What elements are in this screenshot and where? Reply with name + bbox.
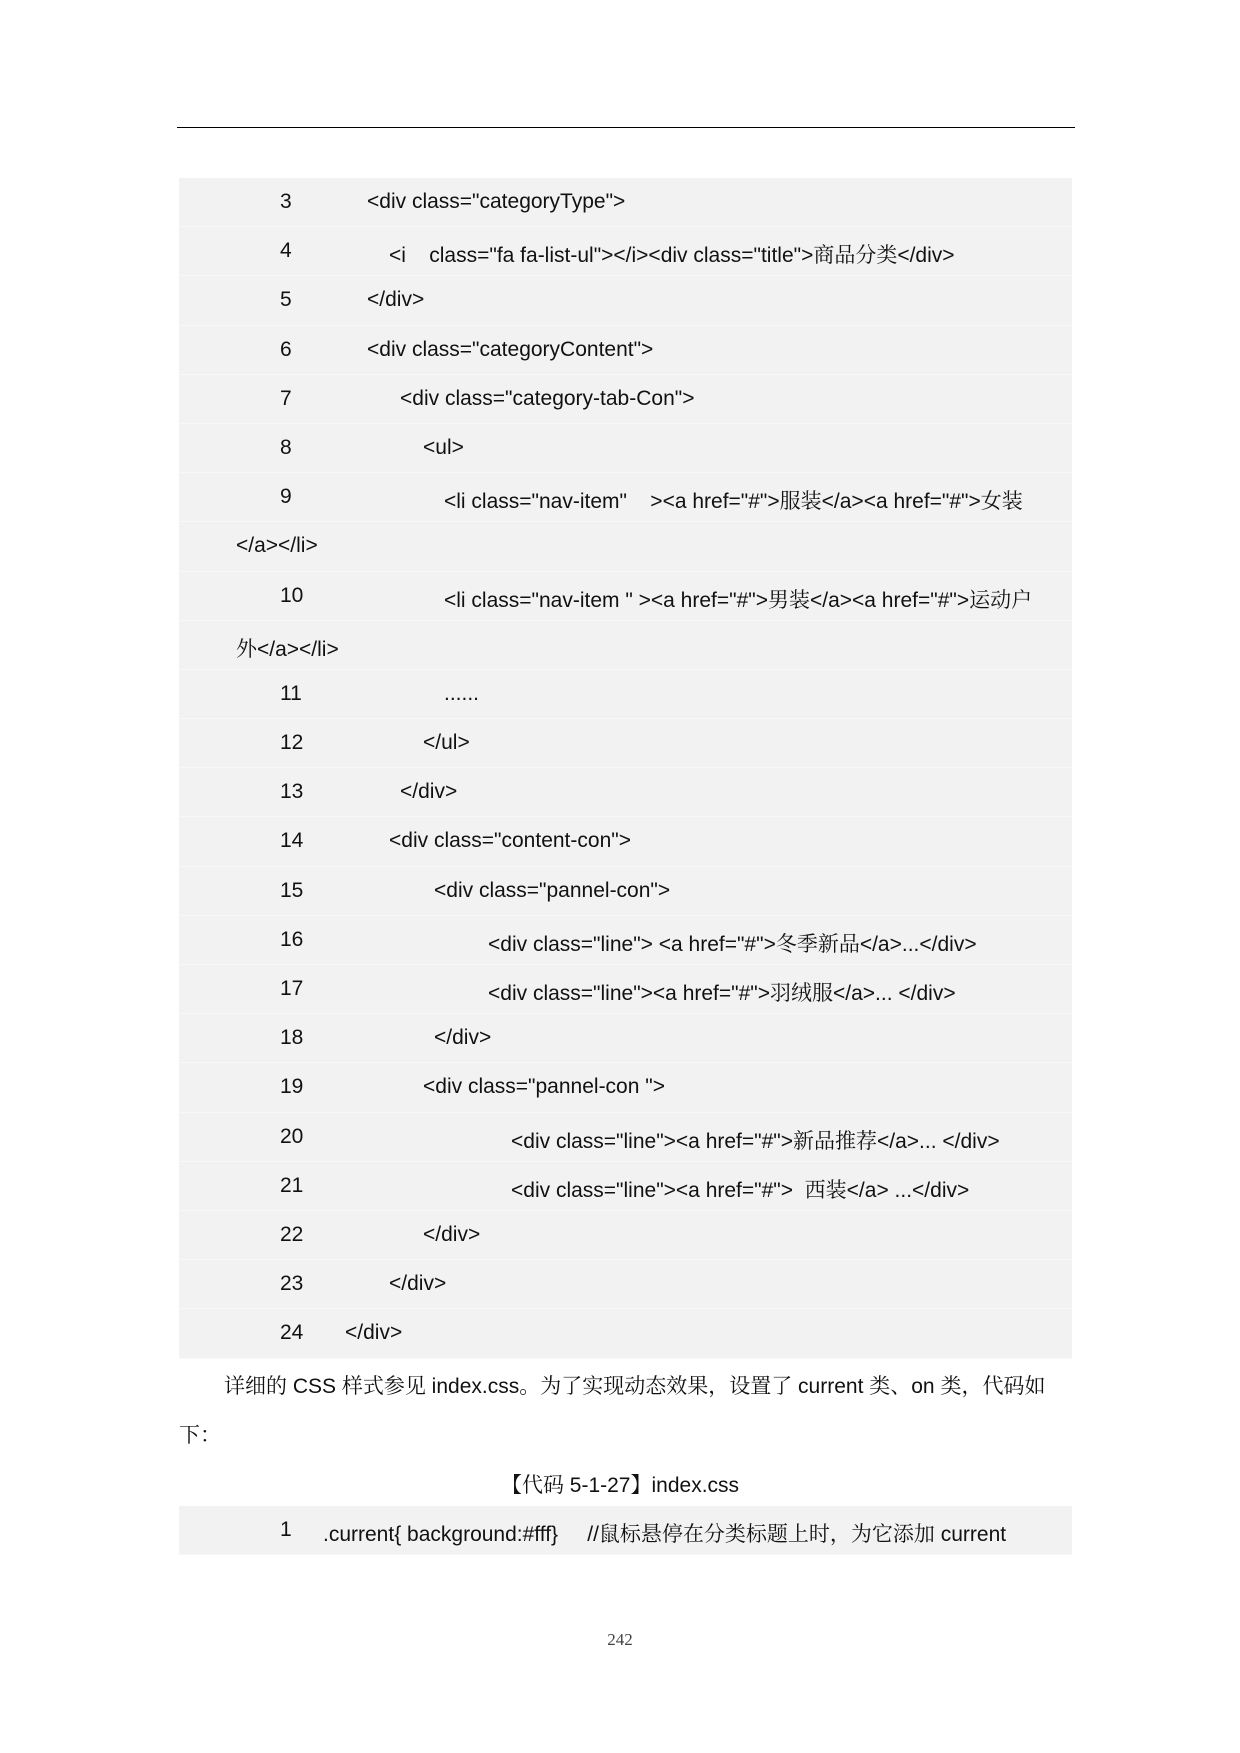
code-text: <div class="line"><a href="#">羽绒服</a>... </div> <box>488 982 956 1005</box>
line-number: 4 <box>280 239 292 263</box>
code-line <box>179 473 1072 522</box>
code-line <box>179 1506 1072 1555</box>
code-line <box>179 1113 1072 1162</box>
code-line <box>179 227 1072 276</box>
code-line <box>179 1211 1072 1260</box>
line-number: 6 <box>280 337 292 361</box>
code-line <box>179 572 1072 621</box>
body-paragraph-line-1: 详细的 CSS 样式参见 index.css。为了实现动态效果，设置了 current 类、on 类，代码如 <box>224 1375 1046 1398</box>
code-line <box>179 1014 1072 1063</box>
line-number: 17 <box>280 977 304 1000</box>
code-text: <div class="line"><a href="#">新品推荐</a>... </div> <box>511 1129 1000 1153</box>
code-text: <div class="line"> <a href="#">冬季新品</a>...</div> <box>488 932 977 956</box>
line-number: 16 <box>280 927 304 951</box>
code-text: <li class="nav-item" ><a href="#">服装</a><a href="#">女装 <box>444 490 1023 514</box>
code-text: <div class="pannel-con"> <box>434 878 671 902</box>
code-text: .current{ background:#fff} //鼠标悬停在分类标题上时，为它添加 current <box>323 1523 1007 1546</box>
code-text: </div> <box>423 1222 481 1246</box>
line-number: 20 <box>280 1124 304 1148</box>
code-line <box>179 867 1072 916</box>
code-text: </div> <box>367 288 425 312</box>
header-rule <box>177 127 1075 128</box>
line-number: 7 <box>280 386 292 410</box>
line-number: 1 <box>280 1518 292 1541</box>
line-number: 13 <box>280 780 304 804</box>
line-number: 24 <box>280 1321 304 1345</box>
line-number: 18 <box>280 1026 304 1050</box>
code-text: <div class="content-con"> <box>389 829 631 853</box>
line-number: 10 <box>280 583 304 607</box>
code-text: </a></li> <box>236 534 318 558</box>
code-line <box>179 719 1072 768</box>
code-block-html <box>179 178 1072 1359</box>
code-text: </div> <box>345 1321 403 1345</box>
code-line <box>179 1260 1072 1309</box>
code-line <box>179 965 1072 1014</box>
line-number: 21 <box>280 1173 304 1197</box>
line-number: 8 <box>280 435 292 459</box>
code-line <box>179 522 1072 571</box>
code-line <box>179 1309 1072 1358</box>
code-line <box>179 1162 1072 1211</box>
code-line <box>179 670 1072 719</box>
code-text: <div class="line"><a href="#"> 西装</a> ...</div> <box>511 1178 970 1202</box>
code-line <box>179 621 1072 670</box>
body-paragraph-line-2: 下： <box>179 1424 221 1447</box>
code-text: <ul> <box>423 435 464 459</box>
code-line <box>179 276 1072 325</box>
code-text: </ul> <box>423 731 470 755</box>
code-line <box>179 1063 1072 1112</box>
code-text: 外</a></li> <box>236 637 339 661</box>
line-number: 19 <box>280 1075 304 1099</box>
code-block-css <box>179 1506 1072 1555</box>
code-line <box>179 768 1072 817</box>
code-text: <div class="categoryContent"> <box>367 337 654 361</box>
code-text: <li class="nav-item " ><a href="#">男装</a><a href="#">运动户 <box>444 588 1033 612</box>
line-number: 5 <box>280 288 292 312</box>
code-line <box>179 424 1072 473</box>
code-line <box>179 817 1072 866</box>
code-caption: 【代码 5-1-27】index.css <box>500 1474 740 1497</box>
code-text: </div> <box>434 1026 492 1050</box>
line-number: 11 <box>280 681 302 705</box>
code-text: </div> <box>400 780 458 804</box>
code-line <box>179 916 1072 965</box>
code-text: <i class="fa fa-list-ul"></i><div class="title">商品分类</div> <box>389 244 955 268</box>
code-line <box>179 375 1072 424</box>
code-line <box>179 326 1072 375</box>
line-number: 22 <box>280 1222 304 1246</box>
line-number: 9 <box>280 485 292 509</box>
line-number: 23 <box>280 1272 304 1296</box>
code-line <box>179 178 1072 227</box>
line-number: 3 <box>280 190 292 213</box>
code-text: </div> <box>389 1272 447 1296</box>
code-text: ...... <box>444 681 480 705</box>
line-number: 12 <box>280 731 304 755</box>
code-text: <div class="pannel-con "> <box>423 1075 665 1099</box>
line-number: 15 <box>280 878 304 902</box>
page-number: 242 <box>607 1630 633 1649</box>
code-text: <div class="categoryType"> <box>367 190 626 213</box>
line-number: 14 <box>280 829 304 853</box>
code-text: <div class="category-tab-Con"> <box>400 386 695 410</box>
